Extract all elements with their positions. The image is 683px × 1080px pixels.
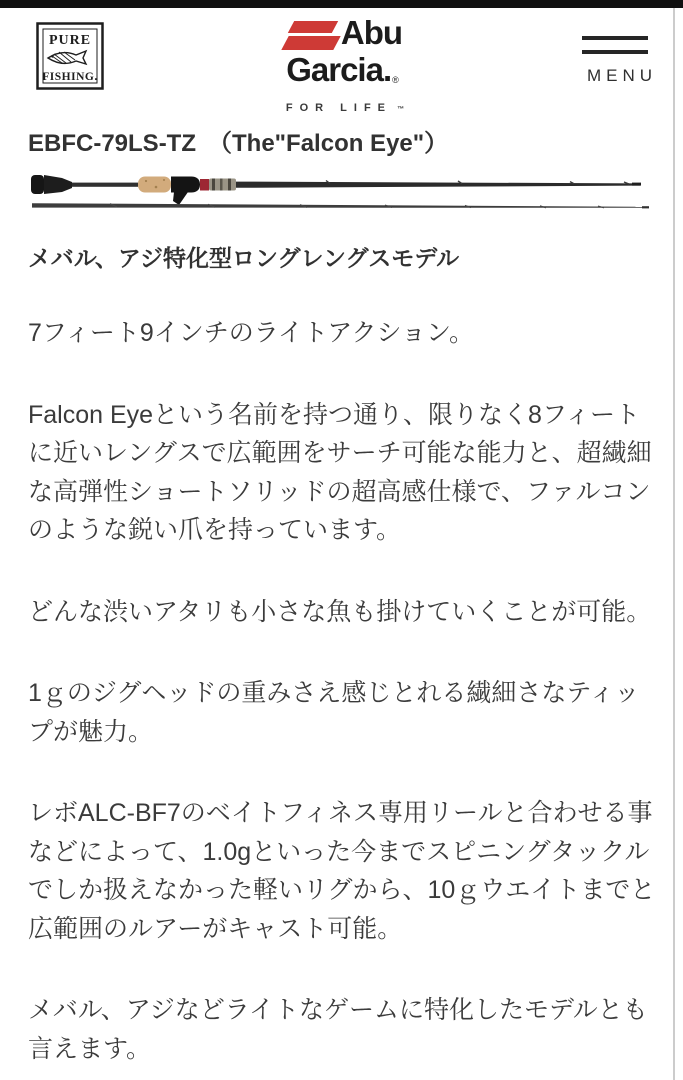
paragraph: レボALC-BF7のベイトフィネス専用リールと合わせる事などによって、1.0gといった今までスピニングタックルでしか扱えなかった軽いリグから、10ｇウエイトまでと広範囲のルアーがキャスト可能。: [28, 799, 656, 943]
top-black-bar: [0, 0, 683, 8]
menu-button[interactable]: [582, 36, 658, 86]
for-life-tagline: [267, 102, 417, 114]
paragraph: どんな渋いアタリも小さな魚も掛けていくことが可能。: [28, 597, 652, 626]
paragraph: メバル、アジなどライトなゲームに特化したモデルとも言えます。: [28, 996, 648, 1063]
garcia-text: Garcia.: [286, 51, 392, 88]
paragraph: Falcon Eyeという名前を持つ通り、限りなく8フィートに近いレングスで広範囲をサーチ可能な能力と、超繊細な高弾性ショートソリッドの超高感仕様で、ファルコンのような鋭い爪を持っています。: [28, 400, 652, 544]
abu-garcia-pennant-icon: [281, 21, 337, 51]
menu-label: MENU: [587, 66, 658, 85]
paragraph: 1ｇのジグヘッドの重みさえ感じとれる繊細さなティップが魅力。: [28, 679, 640, 746]
registered-mark: ®: [392, 75, 398, 85]
site-header: [0, 8, 683, 120]
paragraph: 7フィート9インチのライトアクション。: [28, 319, 475, 347]
fishing-text: FISHING.: [42, 71, 98, 83]
abu-wordmark: Abu: [340, 14, 403, 51]
rod-product-image: [28, 168, 656, 214]
product-title: EBFC-79LS-TZ （The"Falcon Eye"）: [28, 130, 449, 157]
pure-text: PURE: [48, 33, 92, 48]
pure-fishing-logo[interactable]: [36, 22, 104, 90]
rod-butt-section: [31, 175, 641, 205]
fish-icon: [48, 51, 86, 64]
tagline-text: FOR LIFE: [285, 102, 393, 114]
abu-garcia-logo[interactable]: [267, 14, 417, 114]
scrollbar[interactable]: [673, 0, 675, 1080]
model-description-heading: メバル、アジ特化型ロングレングスモデル: [28, 245, 460, 271]
hamburger-icon: [582, 36, 648, 54]
rod-tip-section: [32, 203, 649, 208]
garcia-wordmark: [267, 53, 417, 95]
main-content: [28, 120, 658, 1080]
trademark-mark: ™: [397, 106, 405, 113]
description-body: [28, 314, 658, 1068]
